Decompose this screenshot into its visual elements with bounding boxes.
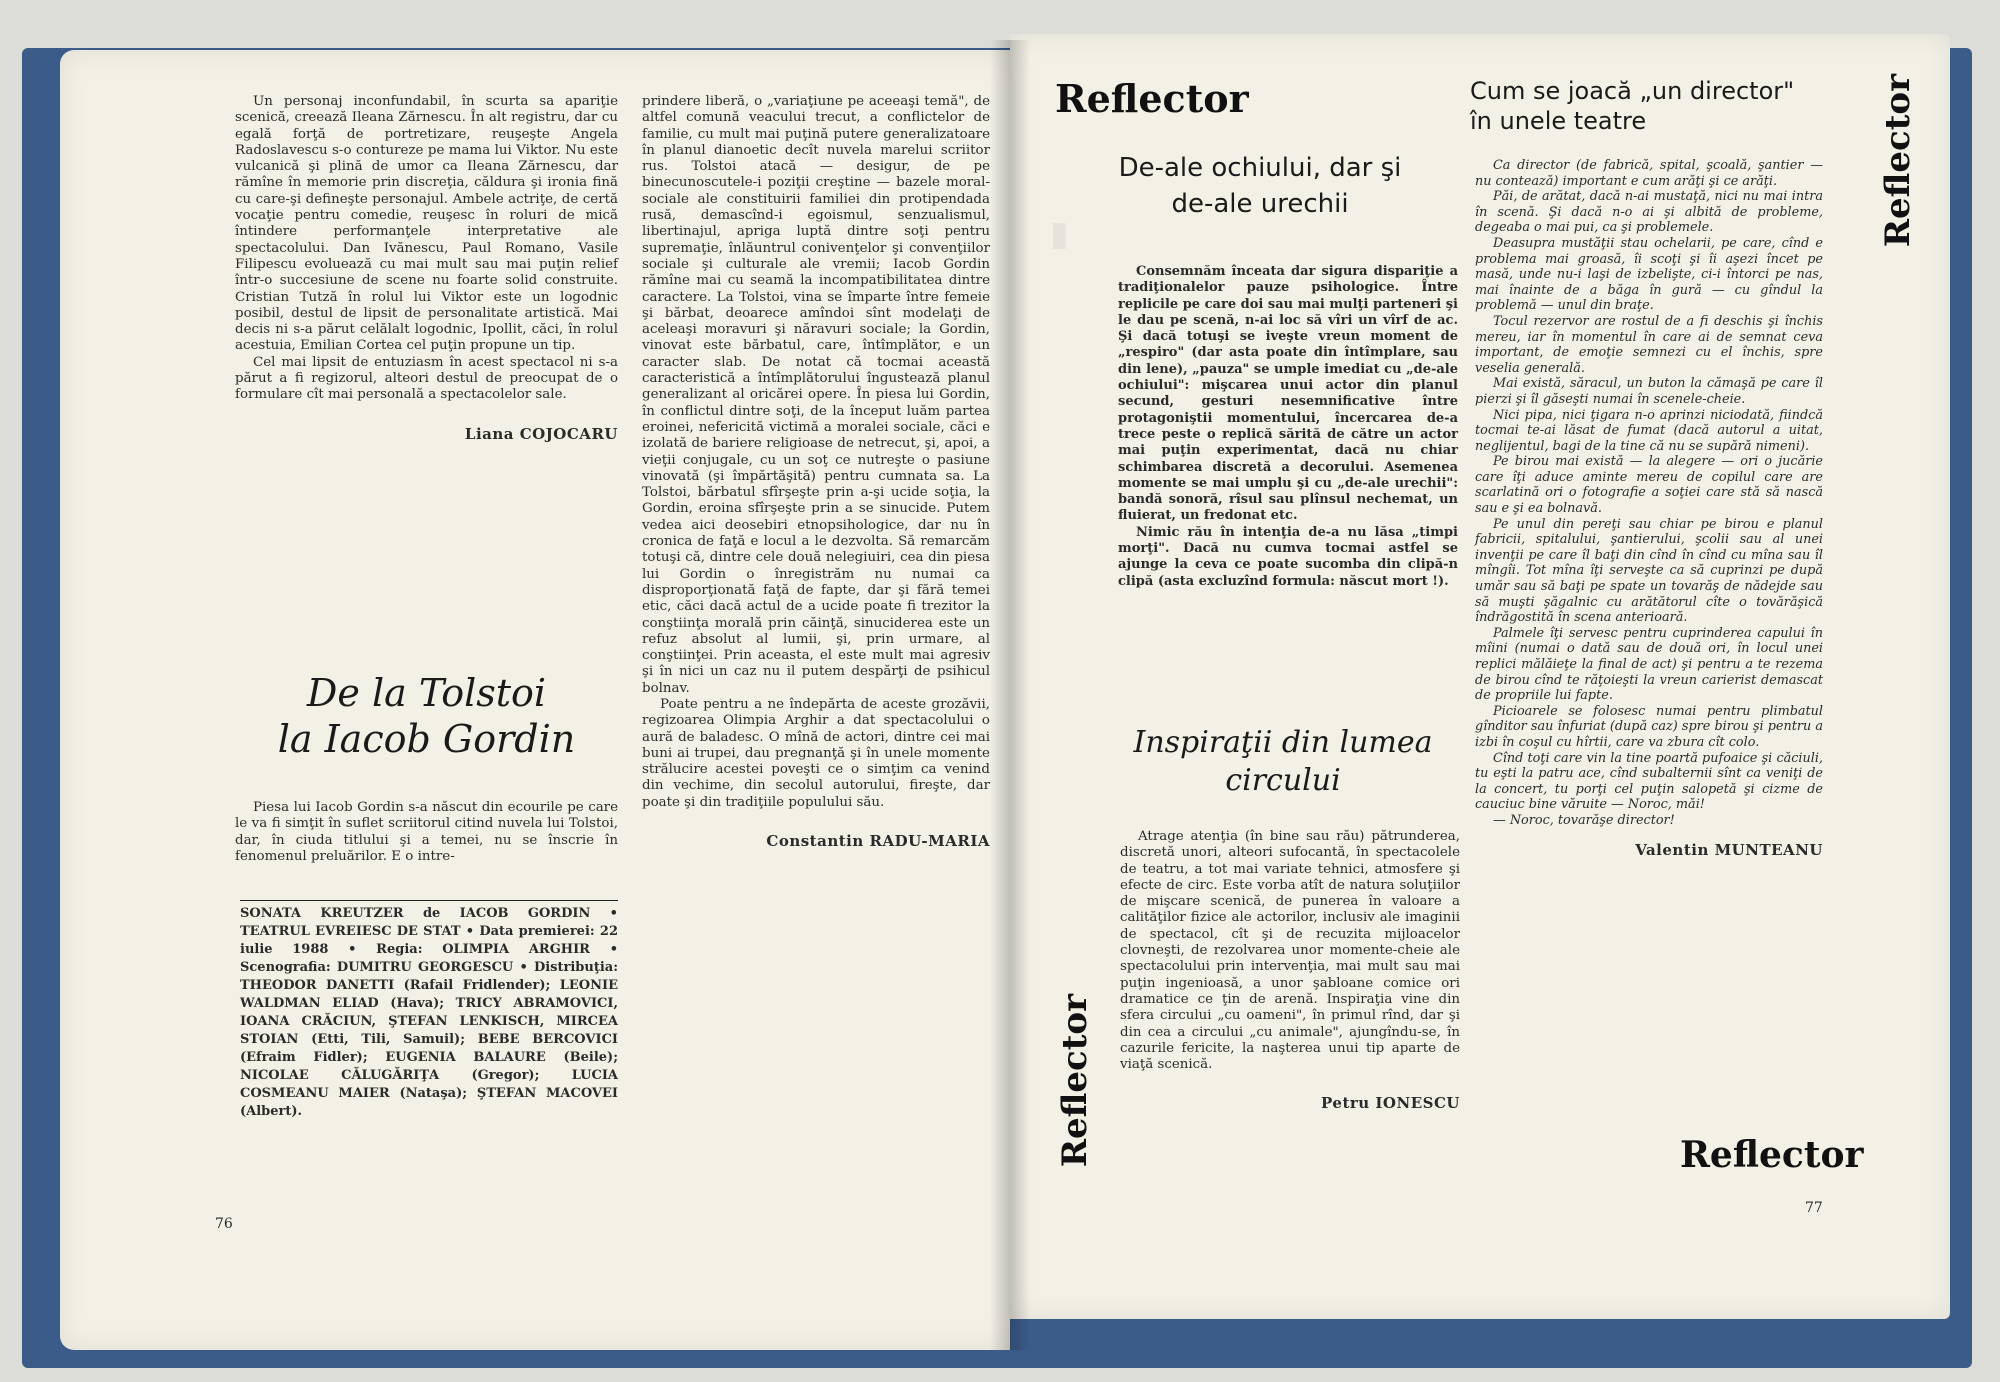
article-title-line: Cum se joacă „un director" bbox=[1470, 77, 1795, 105]
article-title-line: Inspiraţii din lumea bbox=[1133, 725, 1433, 760]
paragraph: Nici pipa, nici ţigara n-o aprinzi niciodată, fiindcă tocmai te-ai lăsat de fumat (dacă autorul a uitat, neglijentul, bagi de la tine că nu se supără nimeni). bbox=[1475, 407, 1823, 454]
paragraph: Mai există, săracul, un buton la cămaşă pe care îl pierzi şi îl găseşti numai în scenele-cheie. bbox=[1475, 376, 1823, 407]
left-column-1 bbox=[235, 94, 618, 442]
paragraph: Picioarele se folosesc numai pentru plimbatul gînditor sau înfuriat (după caz) spre birou şi pentru a izbi în coşul cu hîrtii, care va zbura cît colo. bbox=[1475, 703, 1823, 750]
article-title bbox=[1098, 724, 1468, 800]
paragraph: Cînd toţi care vin la tine poartă pufoaice şi căciuli, tu eşti la patru ace, cînd subalternii sînt ca veniţi de la concert, tu porţi cel puţin salopetă şi cizme de cauciuc bine văruite — Noroc, măi! bbox=[1475, 750, 1823, 813]
paragraph: Pe unul din pereţi sau chiar pe birou e planul fabricii, spitalului, şantierului, şcolii sau al unei invenţii pe care îl baţi din cînd în cînd cu mîna sau îl mîngîi. Tot mîna îţi serveşte ca să cuprinzi pe după umăr sau să baţi pe spate un tovarăş de nădejde sau să muşti şăgalnic cu arătătorul cîte o tovărăşică îndrăgostită în scena anterioară. bbox=[1475, 516, 1823, 626]
paragraph: Pe birou mai există — la alegere — ori o jucărie care îţi aduce aminte mereu de copilul care are scarlatină ori o fotografie a soţiei care stă să nască sau e şi ea bolnavă. bbox=[1475, 454, 1823, 517]
article-title-line: De-ale ochiului, dar şi bbox=[1118, 153, 1402, 183]
paragraph: Piesa lui Iacob Gordin s-a născut din ecourile pe care le va fi simţit în suflet scriitorul citind nuvela lui Tolstoi, dar, în ciuda titlului şi a temei, nu se înscrie în fenomenul preluărilor. E o intre- bbox=[235, 800, 618, 864]
paragraph: Un personaj inconfundabil, în scurta sa apariţie scenică, creează Ileana Zărnescu. În alt registru, dar cu egală forţă de portretizare, reuşeşte Angela Radoslavescu s-o contureze pe mama lui Viktor. Nu este vulcanică şi plină de umor ca Ileana Zărnescu, dar rămîne în memorie prin discreţia, căldura şi ironia fină cu care-şi defineşte personajul. Ambele actriţe, de certă vocaţie pentru comedie, reuşesc în roluri de mică întindere performanţele interpretative ale spectacolului. Dan Ivănescu, Paul Romano, Vasile Filipescu evoluează cu mai mult sau mai puţin relief într-o succesiune de scene nu foarte solid construite. Cristian Tutză în rolul lui Viktor este un logodnic posibil, destul de lipsit de personalitate artistică. Mai decis ni s-a părut celălalt logodnic, Ipollit, căci, în rolul acestuia, Emilian Cortea cel puţin propune un tip. bbox=[235, 94, 618, 354]
author-signature: Petru IONESCU bbox=[1321, 1094, 1460, 1113]
article-title-line: circului bbox=[1225, 763, 1341, 798]
article-body bbox=[1118, 264, 1458, 590]
paragraph: prindere liberă, o „variaţiune pe aceeaşi temă", de altfel comună veacului trecut, a conflictelor de familie, cu mult mai puţină putere generalizatoare în planul dianoetic decît nuvela marelui scriitor rus. Tolstoi atacă — desigur, de pe binecunoscutele-i poziţii creştine — bazele moral-sociale ale constituirii familiei din protipendada rusă, demascînd-i egoismul, senzualismul, libertinajul, apriga luptă dintre soţi pentru supremaţie, înlăuntrul conivenţelor şi convenţiilor sociale şi culturale ale vremii; Iacob Gordin rămîne mai cu seamă la incompatibilitatea dintre caractere. La Tolstoi, vina se împarte între femeie şi bărbat, deoarece amîndoi sînt modelaţi de aceleaşi moravuri şi năravuri sociale; la Gordin, vinovat este bărbatul, care, întîmplător, e un caracter slab. De notat că tocmai această caracteristică a întîmplătorului îngustează planul generalizant al oricărei opere. În piesa lui Gordin, în conflictul dintre soţi, de la început luăm partea eroinei, nefericită victimă a moralei sociale, căci e izolată de bariere religioase de netrecut, şi, apoi, a vieţii conjugale, cu un soţ ce nutreşte o pasiune vinovată (şi împărtăşită) pentru cumnata sa. La Tolstoi, bărbatul sfîrşeşte prin a-şi ucide soţia, la Gordin, eroina sfîrşeşte prin a se sinucide. Putem vedea aici deosebiri etnopsihologice, dar nu în cronica de faţă e locul a le dezvolta. Să remarcăm totuşi că, dintre cele două nelegiuiri, cea din piesa lui Gordin o înregistrăm nu numai ca disproporţionată faţă de fapte, dar şi fără temei etic, căci dacă actul de a ucide poate fi trezitor la conştiinţa morală prin căinţă, sinuciderea este un refuz absolut al lumii, şi, prin urmare, al conştiinţei. Prin aceasta, el este mult mai agresiv şi în nici un caz nu il putem despărţi de psihicul bolnav. bbox=[642, 94, 990, 696]
article-title-line: la Iacob Gordin bbox=[277, 717, 576, 761]
paragraph: — Noroc, tovarăşe director! bbox=[1493, 812, 1675, 828]
production-credits: SONATA KREUTZER de IACOB GORDIN • TEATRUL EVREIESC DE STAT • Data premierei: 22 iulie 1988 • Regia: OLIMPIA ARGHIR • Scenografia: DUMITRU GEORGESCU • Distribuţia: THEODOR DANETTI (Rafail Fridlender); LEONIE WALDMAN ELIAD (Hava); TRICY ABRAMOVICI, IOANA CRĂCIUN, ŞTEFAN LENKISCH, MIRCEA STOIAN (Etti, Tili, Samuil); BEBE BERCOVICI (Efraim Fidler); EUGENIA BALAURE (Beile); NICOLAE CĂLUGĂRIŢA (Gregor); LUCIA COSMEANU MAIER (Nataşa); ŞTEFAN MACOVEI (Albert). bbox=[240, 900, 618, 1121]
paragraph: Nimic rău în intenţia de-a nu lăsa „timpi morţi". Dacă nu cumva tocmai astfel se ajunge la ceva ce poate sucomba din clipă-n clipă (asta excluzînd formula: născut mort !). bbox=[1118, 524, 1458, 589]
article-intro bbox=[235, 800, 618, 865]
article-body bbox=[1120, 829, 1460, 1112]
page-number: 76 bbox=[215, 1216, 233, 1232]
paragraph: Tocul rezervor are rostul de a fi deschis şi închis mereu, iar în momentul în care ai de semnat ceva important, de emoţie semnezi cu el închis, spre veselia generală. bbox=[1475, 313, 1823, 376]
paragraph: Ca director (de fabrică, spital, şcoală, şantier — nu contează) important e cum arăţi şi ce arăţi. bbox=[1475, 158, 1823, 189]
author-signature: Constantin RADU-MARIA bbox=[766, 832, 990, 851]
article-title-line: în unele teatre bbox=[1470, 107, 1647, 135]
paragraph: Cel mai lipsit de entuziasm în acest spectacol ni s-a părut a fi regizorul, alteori destul de preocupat de o formulare cît mai personală a spectacolelor sale. bbox=[235, 354, 618, 403]
page-number: 77 bbox=[1805, 1200, 1823, 1216]
section-heading: Reflector bbox=[1055, 76, 1249, 121]
article-title bbox=[235, 670, 618, 762]
left-page bbox=[60, 50, 1010, 1350]
book-gutter bbox=[990, 40, 1030, 1350]
section-heading-vertical: Reflector bbox=[1878, 74, 1918, 248]
left-column-2 bbox=[642, 94, 990, 849]
article-title-line: de-ale urechii bbox=[1171, 189, 1349, 219]
article-title bbox=[1470, 76, 1830, 136]
article-title-line: De la Tolstoi bbox=[306, 671, 547, 715]
show-through-text: ▮ bbox=[1050, 214, 1069, 254]
author-signature: Valentin MUNTEANU bbox=[1635, 840, 1823, 859]
right-page bbox=[1010, 34, 1950, 1319]
section-heading: Reflector bbox=[1680, 1134, 1864, 1176]
paragraph: Atrage atenţia (în bine sau rău) pătrunderea, discretă unori, alteori sufocantă, în spectacolele de teatru, a tot mai variate tehnici, atmosfere şi efecte de circ. Este vorba atît de natura soluţiilor de mişcare scenică, de punerea în valoare a calităţilor fizice ale actorilor, inclusiv ale imaginii de spectacol, cît şi de recuzita mijloacelor clovneşti, de rezolvarea unor momente-cheie ale spectacolului prin intervenţia, mai mult sau mai puţin ingenioasă, a unor şabloane comice ori dramatice ce ţin de arenă. Inspiraţia vine din sfera circului „cu oameni", în primul rînd, dar şi din cea a circului „cu animale", ajungîndu-se, în cazurile fericite, la naşterea unui tip aparte de viaţă scenică. bbox=[1120, 829, 1460, 1073]
paragraph: Consemnăm înceata dar sigura dispariţie a tradiţionalelor pauze psihologice. Între replicile pe care doi sau mai mulţi parteneri şi le dau pe scenă, n-ai loc să vîri un vîrf de ac. Şi dacă totuşi se iveşte vreun moment de „respiro" (dar asta poate din întîmplare, sau din lene), „pauza" se umple imediat cu „de-ale ochiului": mişcarea unui actor din planul secund, gesturi nesemnificative între protagoniştii momentului, încercarea de-a trece peste o replică sărită de către un actor mai puţin experimentat, dacă nu chiar schimbarea discretă a decorului. Asemenea momente se mai umplu şi cu „de-ale urechii": bandă sonoră, rîsul sau plînsul nechemat, un fluierat, un fredonat etc. bbox=[1118, 264, 1458, 524]
paragraph: Poate pentru a ne îndepărta de aceste grozăvii, regizoarea Olimpia Arghir a dat spectacolului o aură de baladesc. O mînă de actori, dintre cei mai buni ai trupei, dau pregnanţă şi în unele momente strălucire acestei poveşti ce o simţim ca venind din vechime, din secolul autorului, fireşte, dar poate şi din tradiţiile populului său. bbox=[642, 696, 990, 810]
author-signature: Liana COJOCARU bbox=[464, 424, 618, 443]
paragraph: Deasupra mustăţii stau ochelarii, pe care, cînd e problema mai groasă, îi scoţi şi îi aşezi încet pe masă, unde nu-i laşi de izbelişte, ci-i întorci pe nas, mai înainte de a băga în gură — cu gîndul la problemă — unul din braţe. bbox=[1475, 235, 1823, 314]
article-body bbox=[1475, 158, 1823, 858]
paragraph: Palmele îţi servesc pentru cuprinderea capului în mîini (numai o dată sau de două ori, în locul unei replici mălăieţe la final de act) şi pentru a te rezema de birou cînd te răţoieşti la vreun carierist demascat de propriile lui fapte. bbox=[1475, 625, 1823, 704]
section-heading-vertical: Reflector bbox=[1055, 994, 1095, 1168]
article-title bbox=[1090, 150, 1430, 222]
paragraph: Păi, de arătat, dacă n-ai mustaţă, nici nu mai intra în scenă. Şi dacă n-o ai şi albită de probleme, degeaba o mai pui, ca şi problemele. bbox=[1475, 189, 1823, 236]
